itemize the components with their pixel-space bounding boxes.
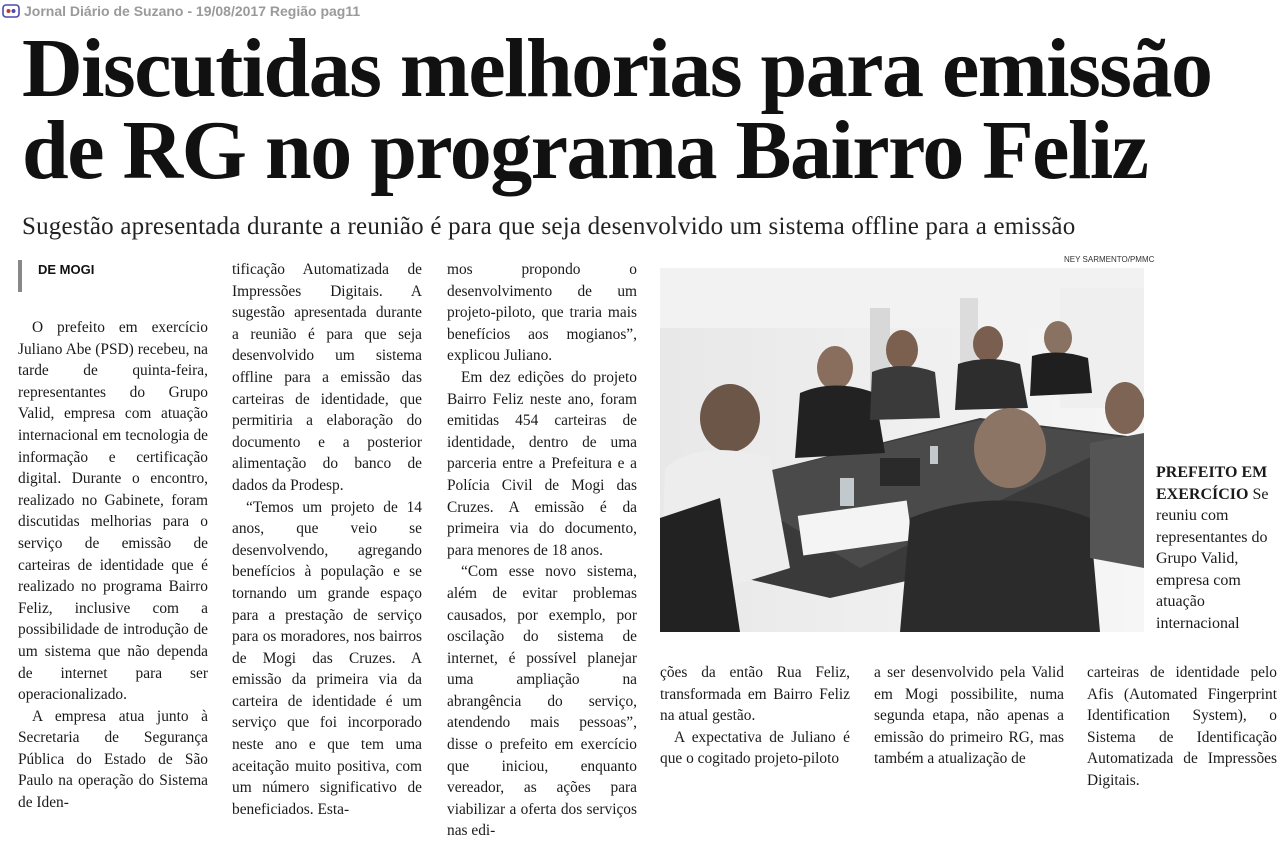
paragraph: a ser desenvolvido pela Valid em Mogi possibilite, numa segunda etapa, não apenas a emissão do primeiro RG, mas também a atualização de	[874, 664, 1064, 768]
source-line	[2, 2, 360, 20]
byline-rule	[18, 260, 22, 292]
headline-line-2: de RG no programa Bairro Feliz	[22, 104, 1148, 197]
paragraph: Em dez edições do projeto Bairro Feliz neste ano, foram emitidas 454 carteiras de identidade, dentro de uma parceria entre a Prefeitura e a Polícia Civil de Mogi das Cruzes. A emissão é da primeira via do documento, para menores de 18 anos.	[447, 368, 637, 559]
paragraph: “Com esse novo sistema, além de evitar problemas causados, por exemplo, por oscilação do sistema de internet, é possível planejar uma ampliação na abrangência do serviço, atendendo mais pessoas”, disse o prefeito em exercício que iniciou, enquanto vereador, as ações para viabilizar a oferta dos serviços nas edi-	[447, 563, 637, 840]
paragraph: O prefeito em exercício Juliano Abe (PSD) recebeu, na tarde de quinta-feira, representantes do Grupo Valid, empresa com atuação internacional em tecnologia de informação e certificação digital. Durante o encontro, realizado no Gabinete, foram discutidas melhorias para o serviço de emissão de carteiras de identidade que é realizado no programa Bairro Feliz, inclusive com a possibilidade de introdução de um sistema que não dependa de internet para ser operacionalizado.	[18, 319, 208, 704]
paragraph: ções da então Rua Feliz, transformada em Bairro Feliz na atual gestão.	[660, 664, 850, 725]
paragraph: tificação Automatizada de Impressões Digitais. A sugestão apresentada durante a reunião é para que seja desenvolvido um sistema offline para a emissão das carteiras de identidade, que permitiria a elaboração do documento e a posterior alimentação do banco de dados da Prodesp.	[232, 261, 422, 494]
paragraph: carteiras de identidade pelo Afis (Automated Fingerprint Identification System), o Sistema de Identificação Automatizada de Impressões Digitais.	[1087, 664, 1277, 789]
article-column-5	[874, 662, 1064, 770]
newspaper-logo-icon	[2, 3, 20, 19]
paragraph: mos propondo o desenvolvimento de um projeto-piloto, que traria mais benefícios aos mogianos”, explicou Juliano.	[447, 261, 637, 365]
source-label: Jornal Diário de Suzano - 19/08/2017 Região pag11	[24, 3, 361, 19]
caption-text: Se reuniu com representantes do Grupo Valid, empresa com atuação internacional	[1156, 485, 1269, 632]
paragraph: “Temos um projeto de 14 anos, que veio se desenvolvendo, agregando benefícios à população e se tornando um grande espaço para a prestação de serviço para os moradores, nos bairros de Mogi das Cruzes. A emissão da primeira via da carteira de identidade é um serviço que foi incorporado neste ano e que tem uma aceitação muito positiva, com um número significativo de beneficiados. Esta-	[232, 498, 422, 818]
article-column-2	[232, 259, 422, 820]
article-column-1	[18, 317, 208, 814]
article-column-4	[660, 662, 850, 770]
meeting-photo	[660, 268, 1144, 632]
meeting-photo-image	[660, 268, 1144, 632]
article-column-6	[1087, 662, 1277, 792]
caption-lead: PREFEITO EM EXERCÍCIO	[1156, 464, 1268, 503]
article-column-3	[447, 259, 637, 842]
byline: DE MOGI	[38, 262, 95, 277]
paragraph: A expectativa de Juliano é que o cogitado projeto-piloto	[660, 728, 850, 768]
paragraph: A empresa atua junto à Secretaria de Segurança Pública do Estado de São Paulo na operação do Sistema de Iden-	[18, 707, 208, 812]
photo-caption	[1156, 462, 1280, 634]
headline	[22, 22, 1272, 197]
headline-line-1: Discutidas melhorias para emissão	[22, 22, 1212, 115]
subheadline: Sugestão apresentada durante a reunião é para que seja desenvolvido um sistema offline para a emissão	[22, 213, 1076, 240]
photo-credit: NEY SARMENTO/PMMC	[1064, 255, 1155, 264]
